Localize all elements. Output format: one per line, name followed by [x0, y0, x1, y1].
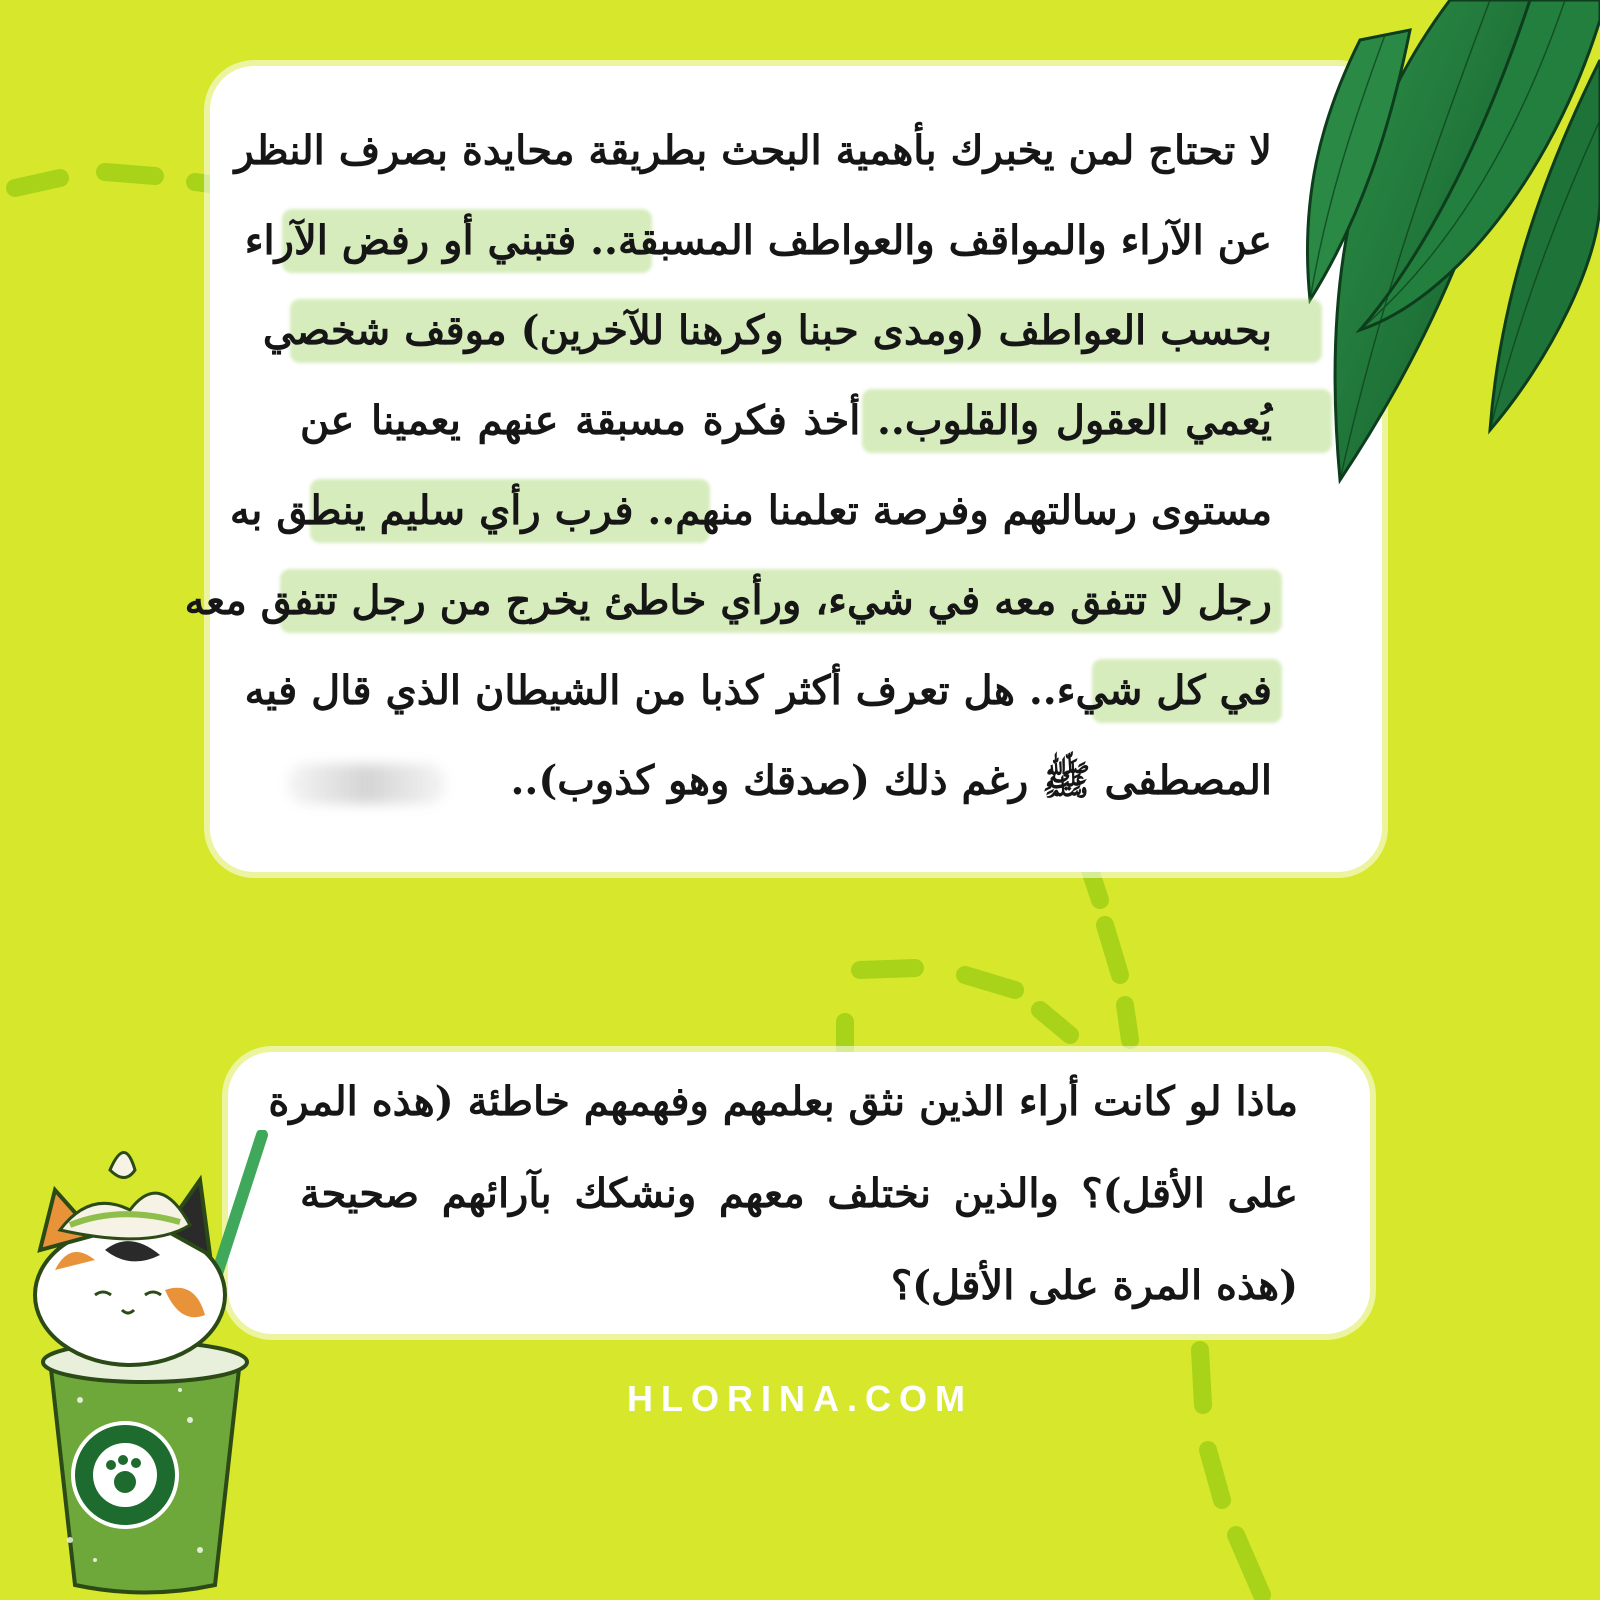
- passage-line-text: رجل لا تتفق معه في شيء، ورأي خاطئ يخرج من رجل تتفق معه: [184, 577, 1272, 624]
- passage-line: [300, 736, 1272, 826]
- passage-line-text: لا تحتاج لمن يخبرك بأهمية البحث بطريقة محايدة بصرف النظر: [234, 127, 1272, 174]
- passage-line: [184, 556, 1272, 646]
- quote-card-top: [184, 66, 1382, 872]
- question-line-text: ماذا لو كانت أراء الذين نثق بعلمهم وفهمهم خاطئة (هذه المرة: [268, 1078, 1298, 1125]
- passage-line: [262, 286, 1272, 376]
- passage-line-text: المصطفى ﷺ رغم ذلك (صدقك وهو كذوب)..: [510, 757, 1272, 804]
- passage-line: [300, 376, 1272, 466]
- question-line: [300, 1148, 1298, 1240]
- passage-line: [244, 646, 1272, 736]
- blurred-text-smudge: [287, 764, 447, 804]
- question-passage: [268, 1056, 1298, 1332]
- passage-line-text: مستوى رسالتهم وفرصة تعلمنا منهم.. فرب رأي سليم ينطق به: [229, 487, 1272, 534]
- quote-card-bottom: [228, 1052, 1370, 1334]
- passage-line-text: في كل شيء.. هل تعرف أكثر كذبا من الشيطان الذي قال فيه: [244, 667, 1272, 714]
- question-line-text: (هذه المرة على الأقل)؟: [890, 1262, 1298, 1309]
- question-line-text: على الأقل)؟ والذين نختلف معهم ونشكك بآرائهم صحيحة: [300, 1170, 1298, 1217]
- question-line: [300, 1240, 1298, 1332]
- passage-line: [244, 196, 1272, 286]
- question-line: [268, 1056, 1298, 1148]
- passage-line-text: يُعمي العقول والقلوب.. أخذ فكرة مسبقة عنهم يعمينا عن: [300, 397, 1272, 444]
- book-passage: [184, 106, 1272, 826]
- passage-line: [234, 106, 1272, 196]
- site-watermark: HLORINA.COM: [627, 1378, 973, 1419]
- passage-line-text: بحسب العواطف (ومدى حبنا وكرهنا للآخرين) موقف شخصي: [262, 307, 1272, 354]
- cat-coffee-cup-illustration: [0, 1130, 290, 1600]
- passage-line: [229, 466, 1272, 556]
- banana-leaves-illustration: [1300, 0, 1600, 500]
- passage-line-text: عن الآراء والمواقف والعواطف المسبقة.. فتبني أو رفض الآراء: [244, 217, 1272, 264]
